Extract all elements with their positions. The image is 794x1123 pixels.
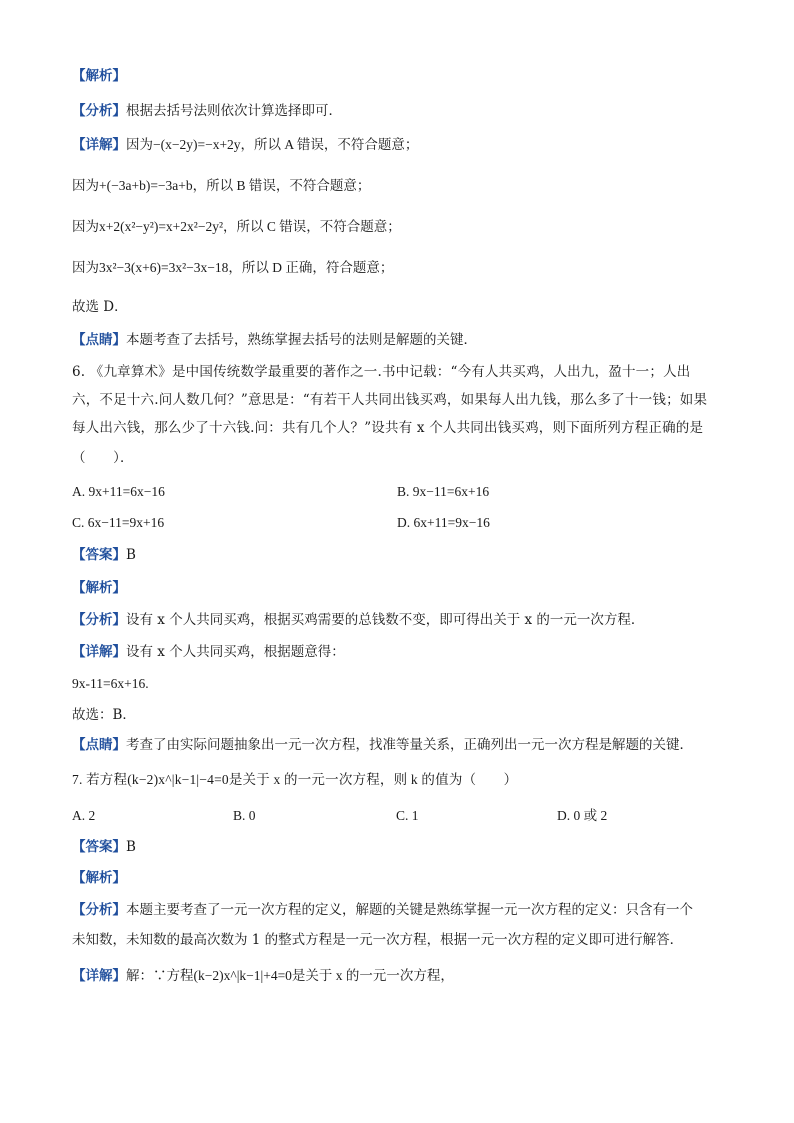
q6-remark-line	[72, 735, 734, 755]
q6-stem-3	[72, 418, 734, 438]
q6-stem-text-4: （ ）．	[72, 450, 134, 466]
detail-text-b: 因为+(−3a+b)=−3a+b，所以 B 错误，不符合题意；	[72, 178, 371, 193]
q6-stem-text-1: 6. 《九章算术》是中国传统数学最重要的著作之一.书中记载：“今有人共买鸡，人出九，盈十一；人出	[72, 364, 691, 380]
q6-stem-1	[72, 362, 734, 382]
fenxi-text: 根据去括号法则依次计算选择即可．	[126, 103, 342, 119]
q7-fenxi-text-2: 未知数，未知数的最高次数为 1 的整式方程是一元一次方程，根据一元一次方程的定义即可进行解答．	[72, 932, 684, 948]
q7-jiexi-tag: 【解析】	[72, 870, 126, 886]
detail-line-b	[72, 176, 734, 196]
q7-fenxi-text-1: 本题主要考查了一元一次方程的定义，解题的关键是熟练掌握一元一次方程的定义：只含有一个	[126, 902, 693, 918]
analysis-heading	[72, 66, 734, 86]
conclusion-line	[72, 297, 734, 317]
q6-conclusion-line	[72, 705, 734, 725]
q7-xiangjie-text: 解：∵方程(k−2)x^|k−1|+4=0是关于 x 的一元一次方程，	[126, 968, 454, 983]
q6-option-a: A. 9x+11=6x−16	[72, 484, 165, 499]
q6-equation: 9x-11=6x+16.	[72, 676, 149, 691]
xiangjie-tag: 【详解】	[72, 137, 126, 153]
q6-dianjing-text: 考查了由实际问题抽象出一元一次方程，找准等量关系，正确列出一元一次方程是解题的关键．	[126, 737, 693, 753]
q7-answer-line	[72, 837, 734, 857]
analysis-tag: 【解析】	[72, 68, 126, 84]
q7-option-a: A. 2	[72, 808, 96, 823]
q7-answer-tag: 【答案】	[72, 839, 126, 855]
detail-text-c: 因为x+2(x²−y²)=x+2x²−2y²，所以 C 错误，不符合题意；	[72, 219, 401, 234]
detail-line-d	[72, 258, 734, 278]
q6-jiexi-tag: 【解析】	[72, 580, 126, 596]
conclusion-text: 故选 D．	[72, 299, 128, 315]
detail-text-d: 因为3x²−3(x+6)=3x²−3x−18，所以 D 正确，符合题意；	[72, 260, 394, 275]
remark-line	[72, 330, 734, 350]
q6-answer-tag: 【答案】	[72, 547, 126, 563]
q7-detail-line	[72, 966, 734, 986]
q6-stem-text-3: 每人出六钱，那么少了十六钱.问：共有几个人？”设共有 x 个人共同出钱买鸡，则下面所列方程正确的是	[72, 420, 704, 436]
q7-option-c: C. 1	[396, 808, 419, 823]
fenxi-tag: 【分析】	[72, 103, 126, 119]
q7-xiangjie-tag: 【详解】	[72, 968, 126, 984]
q7-fenxi-line-2	[72, 930, 734, 950]
q7-fenxi-line-1	[72, 900, 734, 920]
q7-fenxi-tag: 【分析】	[72, 902, 126, 918]
q6-xiangjie-tag: 【详解】	[72, 644, 126, 660]
q7-answer: B	[126, 839, 136, 855]
q6-analysis-heading	[72, 578, 734, 598]
q7-analysis-heading	[72, 868, 734, 888]
q6-stem-2	[72, 390, 734, 410]
q7-stem-line	[72, 770, 734, 790]
detail-line-c	[72, 217, 734, 237]
analysis-line	[72, 101, 734, 121]
detail-text-a: 因为−(x−2y)=−x+2y，所以 A 错误，不符合题意；	[126, 137, 419, 152]
q6-conclusion: 故选：B．	[72, 707, 136, 723]
dianjing-tag: 【点睛】	[72, 332, 126, 348]
q7-option-d: D. 0 或 2	[557, 808, 608, 823]
detail-line-a	[72, 135, 734, 155]
q6-xiangjie-text: 设有 x 个人共同买鸡，根据题意得：	[126, 644, 345, 660]
q6-stem-4	[72, 448, 734, 468]
q6-dianjing-tag: 【点睛】	[72, 737, 126, 753]
q7-option-b: B. 0	[233, 808, 256, 823]
q6-option-b: B. 9x−11=6x+16	[397, 484, 490, 499]
q7-stem: 7. 若方程(k−2)x^|k−1|−4=0是关于 x 的一元一次方程，则 k 的值为（ ）	[72, 772, 518, 787]
q6-option-d: D. 6x+11=9x−16	[397, 515, 490, 530]
q6-detail-line	[72, 642, 734, 662]
q6-option-c: C. 6x−11=9x+16	[72, 515, 165, 530]
dianjing-text: 本题考查了去括号，熟练掌握去括号的法则是解题的关键．	[126, 332, 477, 348]
q6-fenxi-line	[72, 610, 734, 630]
q6-stem-text-2: 六，不足十六.问人数几何？”意思是：“有若干人共同出钱买鸡，如果每人出九钱，那么多了十一钱；如果	[72, 392, 708, 408]
q6-answer-line	[72, 545, 734, 565]
q6-fenxi-text: 设有 x 个人共同买鸡，根据买鸡需要的总钱数不变，即可得出关于 x 的一元一次方程．	[126, 612, 645, 628]
q6-fenxi-tag: 【分析】	[72, 612, 126, 628]
q6-equation-line	[72, 674, 734, 694]
q6-answer: B	[126, 547, 136, 563]
